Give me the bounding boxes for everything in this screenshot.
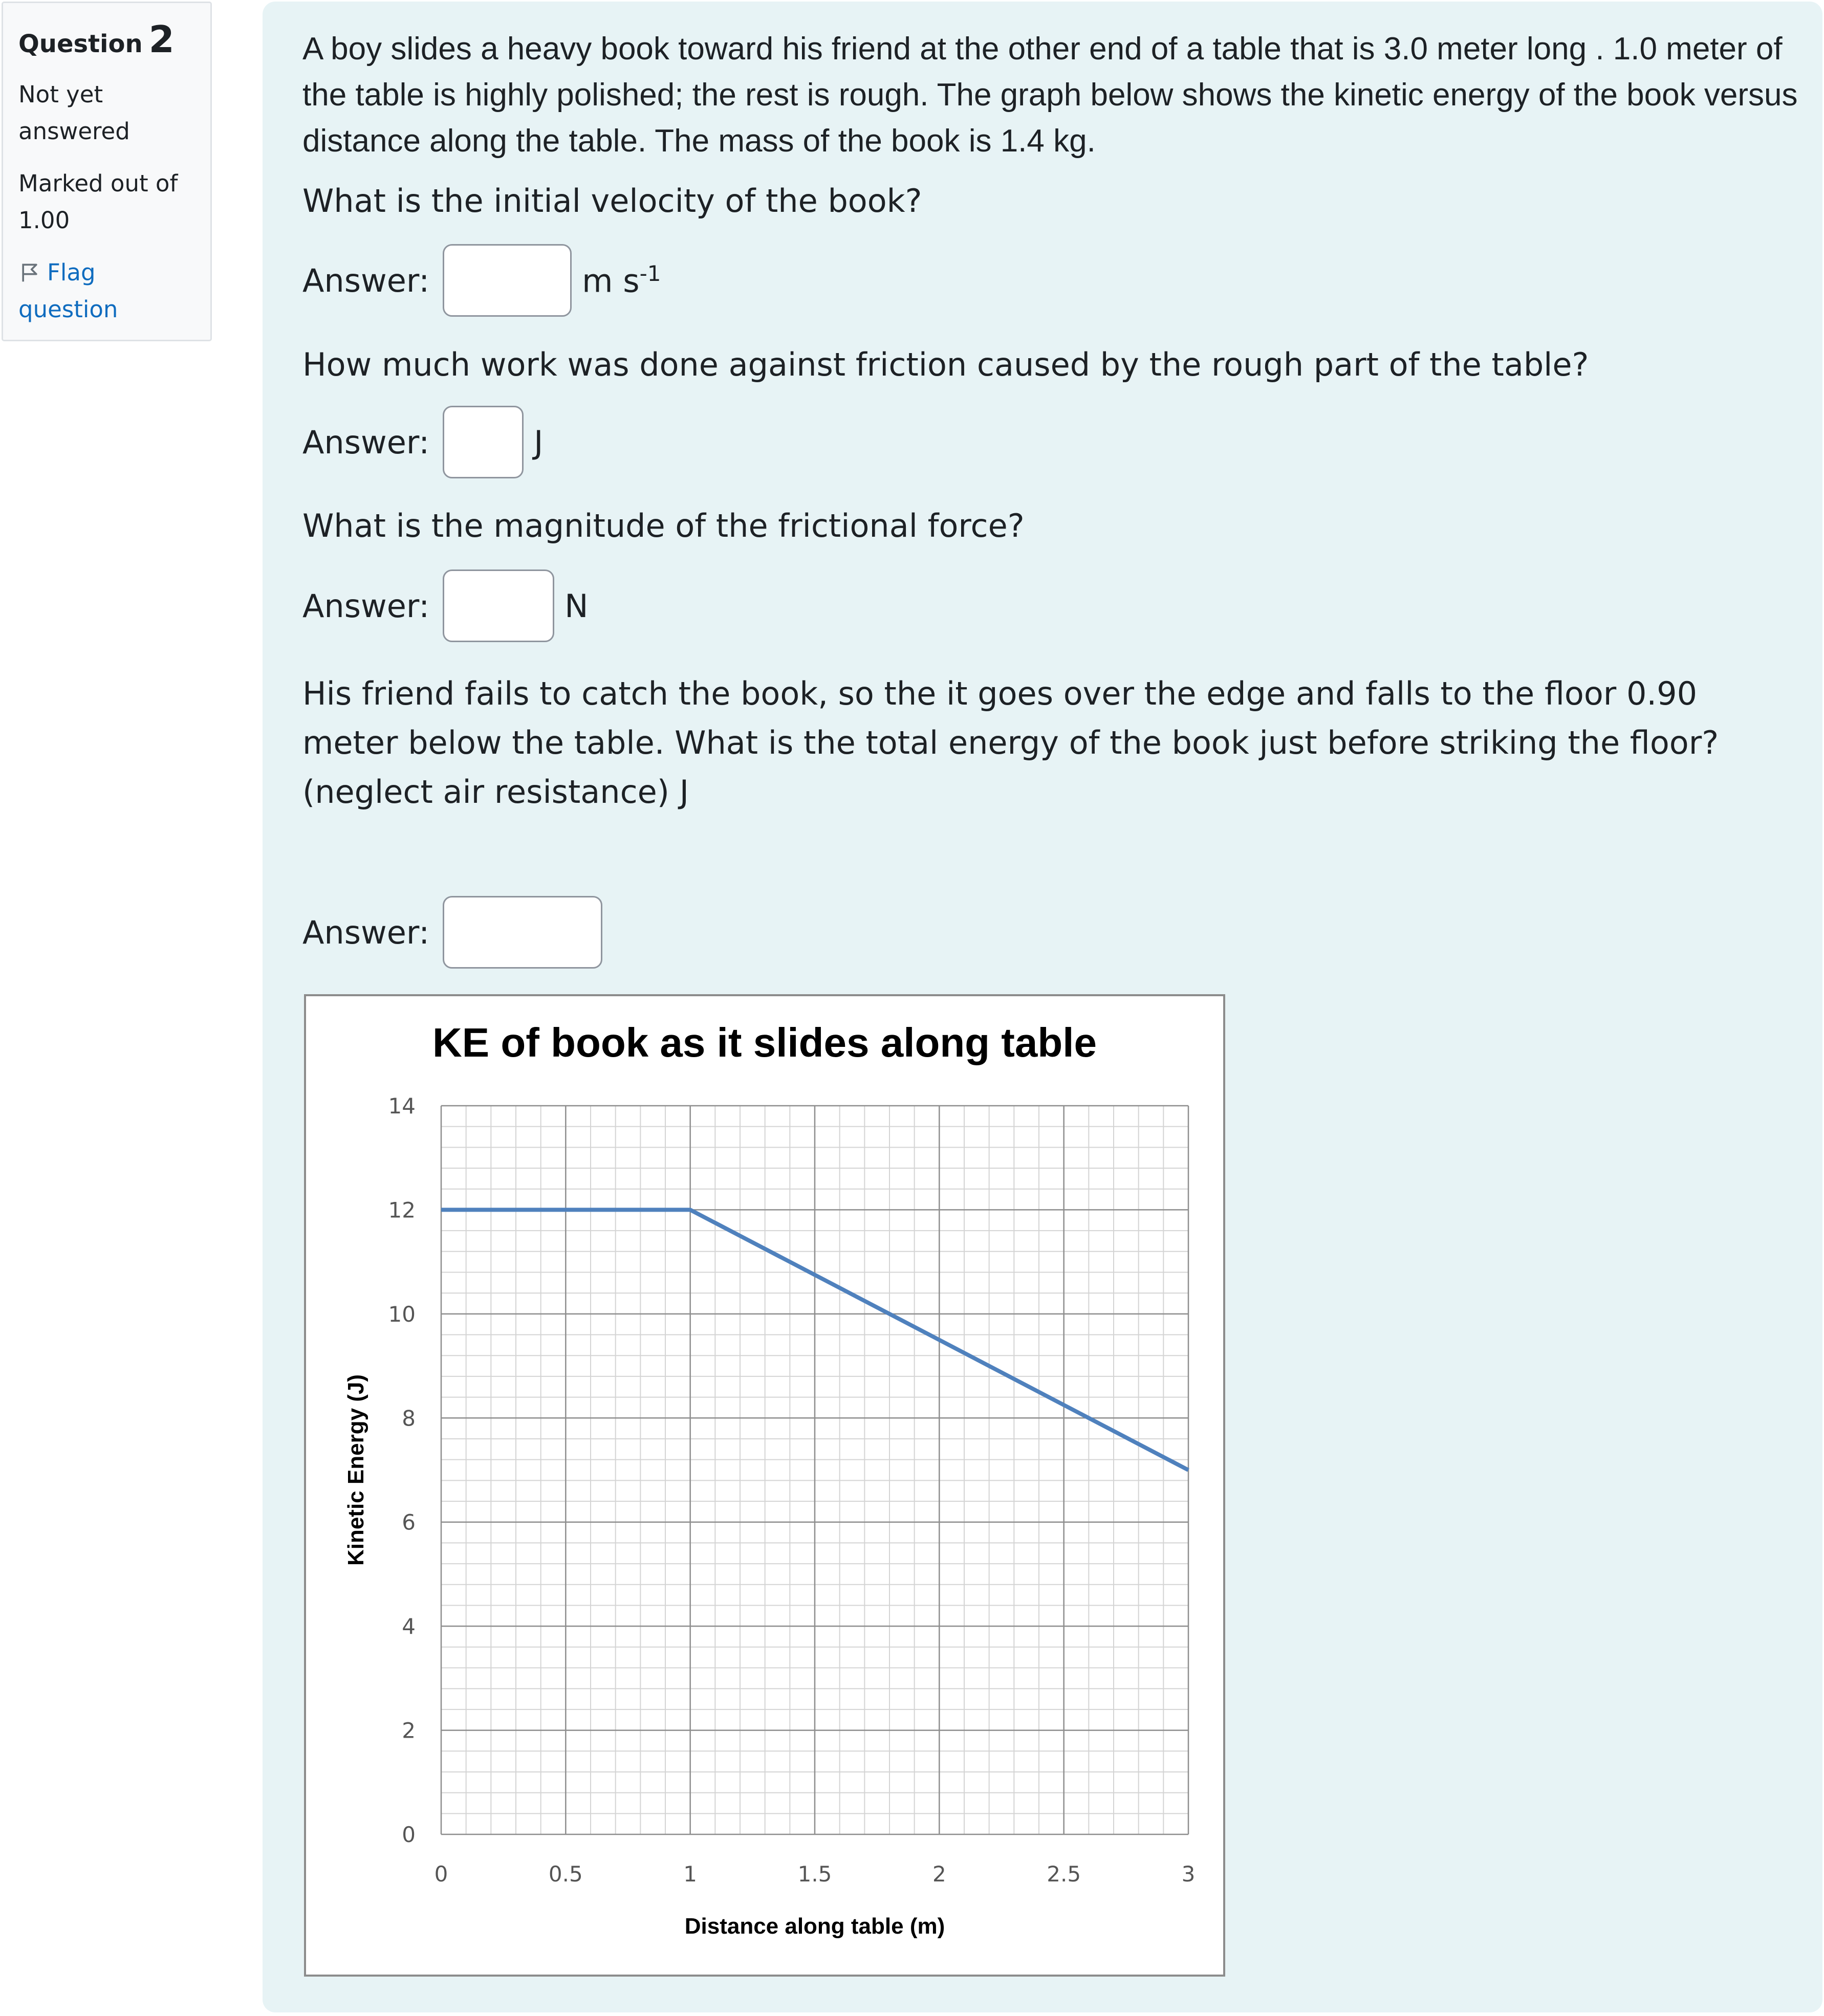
answer-input-velocity[interactable]	[443, 244, 572, 317]
unit-exponent: -1	[639, 261, 661, 287]
flag-question-link[interactable]	[18, 254, 195, 328]
y-tick-label: 8	[402, 1406, 416, 1431]
prompt-initial-velocity: What is the initial velocity of the book?	[302, 182, 922, 220]
y-tick-label: 12	[388, 1197, 416, 1223]
prompt-frictional-force: What is the magnitude of the frictional force?	[302, 507, 1025, 544]
question-number: 2	[148, 18, 175, 61]
unit-ms-1	[582, 261, 661, 300]
x-tick-label: 1	[683, 1861, 698, 1887]
x-tick-label: 2.5	[1047, 1861, 1081, 1887]
x-tick-label: 1.5	[797, 1861, 832, 1887]
question-content	[263, 2, 1822, 2012]
y-tick-label: 14	[388, 1093, 416, 1119]
question-grade: Marked out of 1.00	[18, 170, 178, 234]
answer-input-total-energy[interactable]	[443, 896, 602, 969]
question-info-panel	[2, 2, 212, 341]
y-axis-label: Kinetic Energy (J)	[343, 1374, 368, 1566]
answer-label: Answer:	[302, 423, 430, 461]
y-tick-label: 0	[402, 1822, 416, 1847]
chart-title: KE of book as it slides along table	[432, 1020, 1097, 1065]
prompt-total-energy: His friend fails to catch the book, so the it goes over the edge and falls to the floor 0.90 meter below the table. What is the total energy of the book just before striking the floor? (neglect air resistance) J	[302, 675, 1719, 810]
y-tick-label: 4	[402, 1614, 416, 1639]
answer-row-2	[302, 406, 543, 478]
question-number-heading	[18, 16, 195, 67]
unit-newtons: N	[564, 587, 589, 625]
question-label: Question	[18, 30, 143, 58]
x-tick-label: 0	[434, 1861, 448, 1887]
ke-chart-svg	[306, 996, 1223, 1975]
prompt-work-friction: How much work was done against friction caused by the rough part of the table?	[302, 346, 1589, 383]
unit-base: m s	[582, 262, 640, 300]
answer-label: Answer:	[302, 913, 430, 951]
answer-label: Answer:	[302, 261, 430, 299]
ke-chart	[304, 994, 1225, 1977]
answer-input-work[interactable]	[443, 406, 524, 478]
answer-row-4	[302, 896, 602, 969]
answer-label: Answer:	[302, 587, 430, 625]
x-tick-label: 3	[1181, 1861, 1196, 1887]
x-tick-label: 0.5	[548, 1861, 583, 1887]
flag-icon	[18, 261, 41, 283]
y-tick-label: 2	[402, 1718, 416, 1743]
question-text: A boy slides a heavy book toward his friend at the other end of a table that is 3.0 meter long . 1.0 meter of the table is highly polished; the rest is rough. The graph below shows the kinetic energy of the book versus distance along the table. The mass of the book is 1.4 kg.	[302, 31, 1798, 159]
question-state: Not yet answered	[18, 81, 130, 145]
x-axis-label: Distance along table (m)	[684, 1914, 945, 1939]
y-tick-label: 6	[402, 1509, 416, 1535]
flag-question-label: Flag question	[18, 259, 118, 323]
answer-row-1	[302, 244, 661, 317]
x-tick-label: 2	[932, 1861, 946, 1887]
unit-joules: J	[534, 423, 544, 461]
y-tick-label: 10	[388, 1301, 416, 1327]
answer-row-3	[302, 569, 589, 642]
answer-input-force[interactable]	[443, 569, 554, 642]
